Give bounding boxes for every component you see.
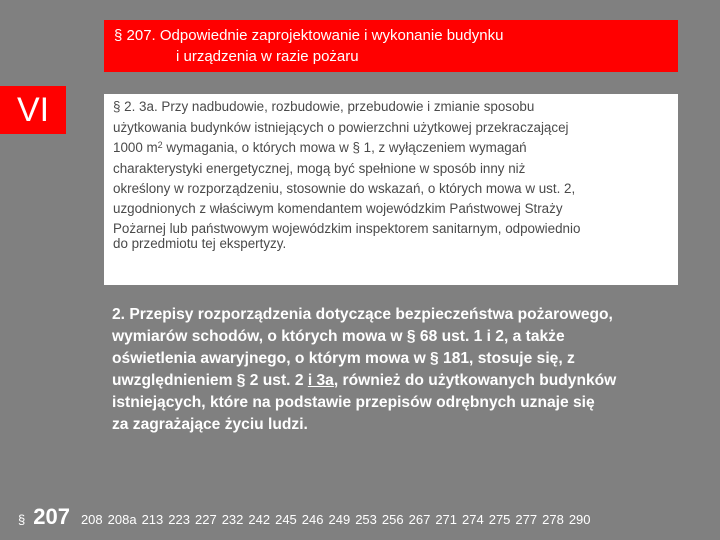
section-link[interactable]: 227 — [194, 512, 217, 527]
section-link[interactable]: 278 — [542, 512, 564, 527]
body-line: istniejących, które na podstawie przepisów odrębnych uznaje się — [112, 394, 595, 411]
paragraph-line: § 2. 3a. Przy nadbudowie, rozbudowie, przebudowie i zmianie sposobu — [113, 99, 535, 114]
body-line: 2. Przepisy rozporządzenia dotyczące bezpieczeństwa pożarowego, — [112, 306, 613, 323]
paragraph-line-text: 1000 m — [113, 140, 158, 155]
reference-link[interactable]: i 3a — [307, 372, 334, 389]
section-nav — [18, 504, 591, 530]
section-link[interactable]: 245 — [275, 512, 297, 527]
section-link[interactable]: 253 — [355, 512, 377, 527]
paragraph-line: określony w rozporządzeniu, stosownie do wskazań, o których mowa w ust. 2, — [113, 181, 576, 196]
section-link[interactable]: 256 — [381, 512, 404, 527]
section-link[interactable]: 246 — [301, 512, 324, 527]
section-link[interactable]: 223 — [168, 512, 190, 527]
section-link[interactable]: 208a — [107, 512, 137, 527]
section-link[interactable]: 290 — [568, 512, 591, 527]
paragraph-line — [113, 140, 527, 155]
paragraph-box — [104, 94, 678, 285]
body-line: za zagrażające życiu ludzi. — [112, 416, 308, 433]
body-line-text: , również do użytkowanych budynków — [333, 372, 617, 389]
section-link[interactable]: 232 — [221, 512, 244, 527]
section-link[interactable]: 208 — [80, 512, 103, 527]
paragraph-line: Pożarnej lub państwowym wojewódzkim inspektorem sanitarnym, odpowiednio — [113, 221, 581, 236]
section-link[interactable]: 213 — [141, 512, 164, 527]
section-link[interactable]: 242 — [248, 512, 271, 527]
section-link[interactable]: 277 — [515, 512, 538, 527]
section-link[interactable]: 275 — [488, 512, 511, 527]
section-link[interactable]: 274 — [462, 512, 484, 527]
paragraph-line: użytkowania budynków istniejących o powierzchni użytkowej przekraczającej — [113, 120, 569, 135]
section-link[interactable]: 271 — [435, 512, 458, 527]
paragraph-line: charakterystyki energetycznej, mogą być spełnione w sposób inny niż — [113, 161, 526, 176]
body-line-text: uwzględnieniem § 2 ust. 2 — [112, 372, 308, 389]
paragraph-line: do przedmiotu tej ekspertyzy. — [113, 236, 287, 251]
section-link[interactable]: 267 — [408, 512, 431, 527]
current-section: 207 — [33, 504, 70, 529]
section-title-line-2: i urządzenia w razie pożaru — [176, 48, 359, 65]
section-symbol: § — [18, 512, 26, 527]
body-line: oświetlenia awaryjnego, o którym mowa w § 181, stosuje się, z — [112, 350, 575, 367]
chapter-badge: VI — [0, 86, 66, 134]
section-title-line-1: § 207. Odpowiednie zaprojektowanie i wykonanie budynku — [114, 27, 504, 44]
body-line: wymiarów schodów, o których mowa w § 68 ust. 1 i 2, a także — [112, 328, 565, 345]
paragraph-line-text: wymagania, o których mowa w § 1, z wyłączeniem wymagań — [162, 140, 527, 155]
superscript: 2 — [157, 140, 163, 150]
paragraph-line: uzgodnionych z właściwym komendantem wojewódzkim Państwowej Straży — [113, 201, 563, 216]
body-line — [112, 372, 616, 390]
section-link[interactable]: 249 — [328, 512, 351, 527]
section-title-box — [104, 20, 678, 72]
